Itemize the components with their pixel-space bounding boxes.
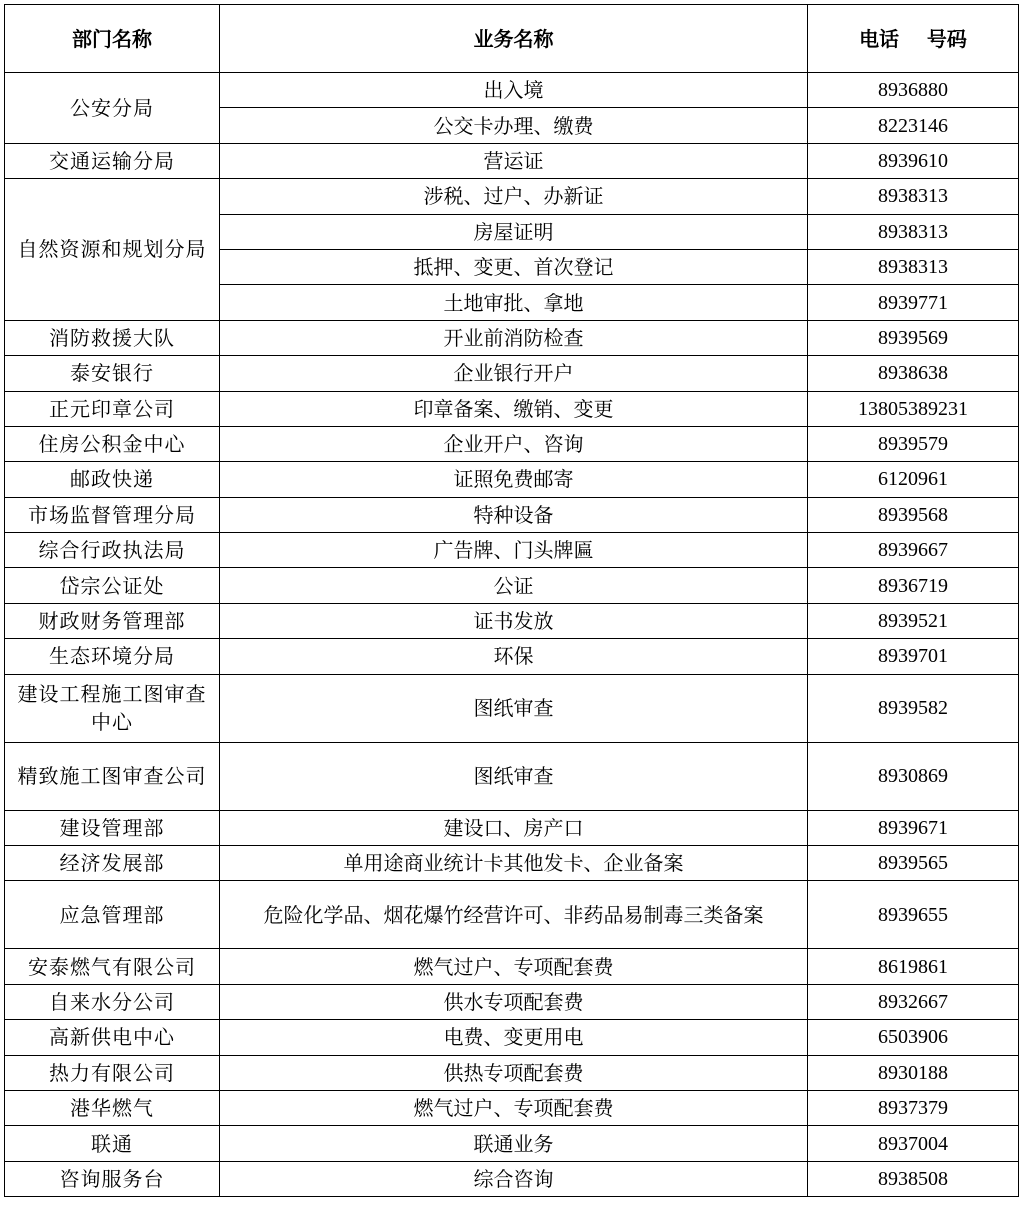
dept-cell: 应急管理部 xyxy=(5,881,220,949)
service-cell: 联通业务 xyxy=(220,1126,808,1161)
table-row xyxy=(5,846,1019,881)
table-row xyxy=(5,603,1019,638)
dept-cell: 自然资源和规划分局 xyxy=(5,179,220,321)
phone-cell: 13805389231 xyxy=(808,391,1019,426)
service-cell: 房屋证明 xyxy=(220,214,808,249)
phone-cell: 6503906 xyxy=(808,1020,1019,1055)
dept-cell: 泰安银行 xyxy=(5,356,220,391)
service-cell: 证书发放 xyxy=(220,603,808,638)
service-cell: 建设口、房产口 xyxy=(220,810,808,845)
header-service: 业务名称 xyxy=(220,5,808,73)
header-row xyxy=(5,5,1019,73)
phone-cell: 8939667 xyxy=(808,533,1019,568)
phone-cell: 6120961 xyxy=(808,462,1019,497)
table-row xyxy=(5,1020,1019,1055)
service-cell: 出入境 xyxy=(220,73,808,108)
header-phone: 电话 号码 xyxy=(808,5,1019,73)
table-row xyxy=(5,426,1019,461)
table-row xyxy=(5,143,1019,178)
service-cell: 综合咨询 xyxy=(220,1161,808,1196)
service-cell: 公交卡办理、缴费 xyxy=(220,108,808,143)
service-cell: 广告牌、门头牌匾 xyxy=(220,533,808,568)
phone-cell: 8939569 xyxy=(808,320,1019,355)
phone-cell: 8939568 xyxy=(808,497,1019,532)
dept-cell: 综合行政执法局 xyxy=(5,533,220,568)
dept-cell: 经济发展部 xyxy=(5,846,220,881)
dept-cell: 交通运输分局 xyxy=(5,143,220,178)
phone-cell: 8938508 xyxy=(808,1161,1019,1196)
table-row xyxy=(5,1090,1019,1125)
dept-cell: 生态环境分局 xyxy=(5,639,220,674)
service-cell: 供热专项配套费 xyxy=(220,1055,808,1090)
dept-cell: 自来水分公司 xyxy=(5,984,220,1019)
service-cell: 开业前消防检查 xyxy=(220,320,808,355)
table-row xyxy=(5,810,1019,845)
phone-cell: 8930188 xyxy=(808,1055,1019,1090)
dept-cell: 建设管理部 xyxy=(5,810,220,845)
table-row xyxy=(5,179,1019,214)
table-row xyxy=(5,320,1019,355)
phone-cell: 8930869 xyxy=(808,742,1019,810)
table-row xyxy=(5,462,1019,497)
service-cell: 印章备案、缴销、变更 xyxy=(220,391,808,426)
table-row xyxy=(5,984,1019,1019)
phone-cell: 8938313 xyxy=(808,179,1019,214)
table-row xyxy=(5,497,1019,532)
service-cell: 企业银行开户 xyxy=(220,356,808,391)
table-row xyxy=(5,1055,1019,1090)
table-row xyxy=(5,356,1019,391)
phone-cell: 8939610 xyxy=(808,143,1019,178)
table-row xyxy=(5,881,1019,949)
dept-cell: 财政财务管理部 xyxy=(5,603,220,638)
dept-cell: 公安分局 xyxy=(5,73,220,144)
table-row xyxy=(5,674,1019,742)
phone-cell: 8223146 xyxy=(808,108,1019,143)
service-cell: 电费、变更用电 xyxy=(220,1020,808,1055)
service-cell: 供水专项配套费 xyxy=(220,984,808,1019)
service-cell: 图纸审查 xyxy=(220,742,808,810)
service-cell: 燃气过户、专项配套费 xyxy=(220,1090,808,1125)
dept-cell: 住房公积金中心 xyxy=(5,426,220,461)
service-cell: 公证 xyxy=(220,568,808,603)
dept-cell: 安泰燃气有限公司 xyxy=(5,949,220,984)
phone-cell: 8939521 xyxy=(808,603,1019,638)
dept-cell: 市场监督管理分局 xyxy=(5,497,220,532)
service-cell: 环保 xyxy=(220,639,808,674)
phone-cell: 8936719 xyxy=(808,568,1019,603)
service-cell: 特种设备 xyxy=(220,497,808,532)
dept-cell: 消防救援大队 xyxy=(5,320,220,355)
header-dept: 部门名称 xyxy=(5,5,220,73)
service-cell: 单用途商业统计卡其他发卡、企业备案 xyxy=(220,846,808,881)
dept-cell: 热力有限公司 xyxy=(5,1055,220,1090)
table-row xyxy=(5,639,1019,674)
table-row xyxy=(5,533,1019,568)
phone-cell: 8937004 xyxy=(808,1126,1019,1161)
phone-cell: 8937379 xyxy=(808,1090,1019,1125)
table-row xyxy=(5,1161,1019,1196)
service-cell: 企业开户、咨询 xyxy=(220,426,808,461)
dept-cell: 邮政快递 xyxy=(5,462,220,497)
service-cell: 燃气过户、专项配套费 xyxy=(220,949,808,984)
service-cell: 涉税、过户、办新证 xyxy=(220,179,808,214)
service-cell: 证照免费邮寄 xyxy=(220,462,808,497)
table-row xyxy=(5,742,1019,810)
table-row xyxy=(5,391,1019,426)
phone-cell: 8939582 xyxy=(808,674,1019,742)
dept-cell: 高新供电中心 xyxy=(5,1020,220,1055)
phone-cell: 8939771 xyxy=(808,285,1019,320)
dept-cell: 港华燃气 xyxy=(5,1090,220,1125)
phone-cell: 8938313 xyxy=(808,214,1019,249)
phone-cell: 8939565 xyxy=(808,846,1019,881)
dept-cell: 咨询服务台 xyxy=(5,1161,220,1196)
table-row xyxy=(5,1126,1019,1161)
dept-cell: 联通 xyxy=(5,1126,220,1161)
service-cell: 抵押、变更、首次登记 xyxy=(220,249,808,284)
table-row xyxy=(5,949,1019,984)
service-cell: 营运证 xyxy=(220,143,808,178)
service-cell: 土地审批、拿地 xyxy=(220,285,808,320)
dept-cell: 岱宗公证处 xyxy=(5,568,220,603)
service-cell: 图纸审查 xyxy=(220,674,808,742)
phone-cell: 8938313 xyxy=(808,249,1019,284)
phone-cell: 8932667 xyxy=(808,984,1019,1019)
dept-cell: 正元印章公司 xyxy=(5,391,220,426)
phone-cell: 8619861 xyxy=(808,949,1019,984)
phone-cell: 8938638 xyxy=(808,356,1019,391)
phone-cell: 8939671 xyxy=(808,810,1019,845)
service-directory-table xyxy=(4,4,1019,1197)
table-row xyxy=(5,73,1019,108)
phone-cell: 8939655 xyxy=(808,881,1019,949)
phone-cell: 8939579 xyxy=(808,426,1019,461)
phone-cell: 8939701 xyxy=(808,639,1019,674)
phone-cell: 8936880 xyxy=(808,73,1019,108)
service-cell: 危险化学品、烟花爆竹经营许可、非药品易制毒三类备案 xyxy=(220,881,808,949)
table-row xyxy=(5,568,1019,603)
dept-cell: 精致施工图审查公司 xyxy=(5,742,220,810)
dept-cell: 建设工程施工图审查中心 xyxy=(5,674,220,742)
